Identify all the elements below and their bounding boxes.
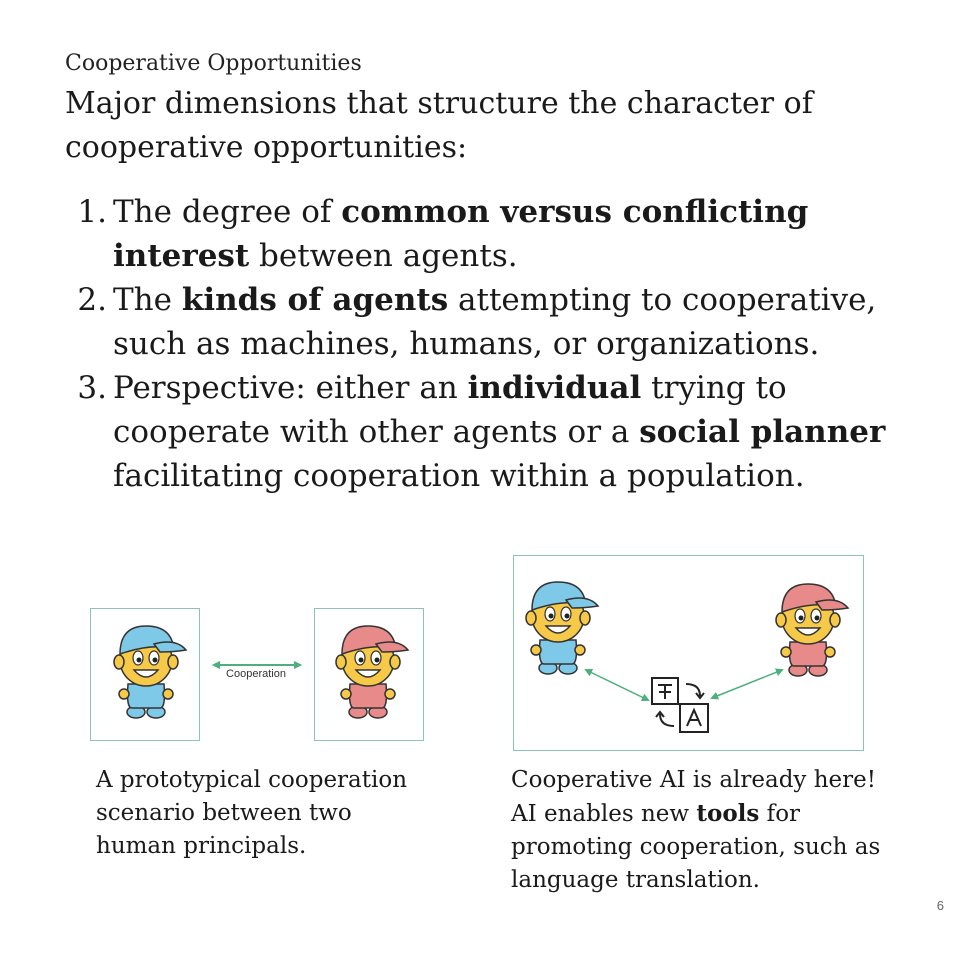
caption-emphasis: tools	[696, 800, 760, 827]
slide-heading: Major dimensions that structure the character of cooperative opportunities:	[65, 86, 813, 165]
point-emphasis: kinds of agents	[181, 282, 449, 318]
caption-text: Cooperative AI is already here! AI enables new	[511, 767, 877, 827]
point-text: The	[113, 282, 182, 318]
list-number: 3.	[77, 370, 107, 406]
cooperation-label: Cooperation	[226, 668, 286, 680]
point-emphasis: individual	[467, 370, 642, 406]
point-text: facilitating cooperation within a population.	[113, 458, 805, 494]
page-number: 6	[936, 898, 944, 913]
figure-frame-translation	[513, 555, 864, 751]
figure-frame-blue	[90, 608, 200, 741]
point-emphasis: social planner	[639, 414, 886, 450]
caption-left: A prototypical cooperation scenario between two human principals.	[96, 767, 408, 859]
point-emphasis: common versus conflicting interest	[113, 194, 809, 274]
point-text: attempting to cooperative, such as machines, humans, or organizations.	[113, 282, 877, 362]
list-number: 2.	[77, 282, 107, 318]
figure-frame-pink	[314, 608, 424, 741]
caption-text: for promoting cooperation, such as language translation.	[511, 801, 881, 893]
point-text: between agents.	[249, 238, 518, 274]
list-number: 1.	[77, 194, 107, 230]
caption-right	[511, 764, 891, 897]
point-text: Perspective: either an	[113, 370, 468, 406]
point-text: The degree of	[113, 194, 342, 230]
section-kicker: Cooperative Opportunities	[65, 51, 362, 76]
point-text: trying to cooperate with other agents or a	[113, 370, 787, 450]
